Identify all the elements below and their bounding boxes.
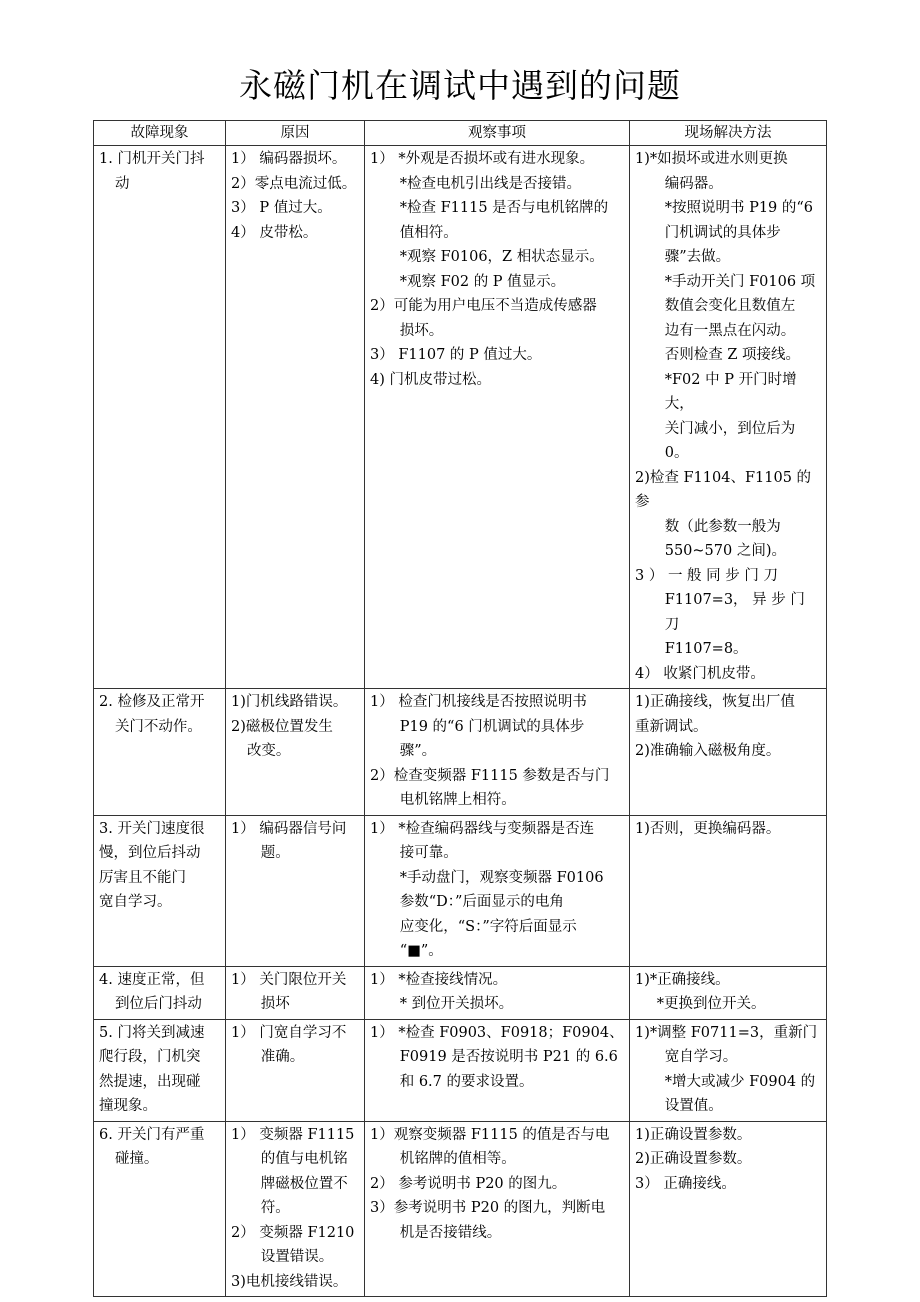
- cell-cause: [226, 815, 365, 966]
- cell-line: 值相符。: [399, 224, 458, 241]
- cell-line: 损坏。: [399, 322, 444, 339]
- table-row: [94, 689, 827, 816]
- header-symptom: 故障现象: [94, 121, 226, 146]
- cell-line: 然提速，出现碰: [99, 1073, 201, 1090]
- table-row: [94, 815, 827, 966]
- cell-line: 和 6.7 的要求设置。: [399, 1073, 534, 1090]
- cell-line: 3） P 值过大。: [231, 200, 332, 216]
- cell-line: 550~570 之间)。: [664, 543, 786, 559]
- cell-line: *手动开关门 F0106 项: [664, 273, 816, 290]
- cell-line: *更换到位开关。: [656, 996, 766, 1012]
- cell-line: 骤”。: [399, 743, 437, 759]
- cell-solution: [630, 1019, 827, 1121]
- cell-solution: [630, 815, 827, 966]
- cell-solution: [630, 966, 827, 1019]
- cell-line: 1)*调整 F0711=3，重新门: [635, 1024, 818, 1041]
- cell-line: 4. 速度正常，但: [99, 971, 205, 988]
- cell-line: 准确。: [260, 1049, 305, 1065]
- cell-line: 骤”去做。: [664, 249, 731, 265]
- cell-line: 2)正确设置参数。: [635, 1151, 752, 1167]
- cell-line: 数值会变化且数值左: [664, 298, 796, 314]
- cell-line: *观察 F02 的 P 值显示。: [399, 273, 566, 290]
- cell-line: 1)*如损坏或进水则更换: [635, 151, 788, 167]
- cell-line: 碰撞。: [114, 1151, 159, 1167]
- cell-line: 接可靠。: [399, 845, 458, 861]
- cell-observe: [365, 1019, 630, 1121]
- cell-line: P19 的“6 门机调试的具体步: [399, 718, 585, 735]
- cell-line: 损坏: [260, 996, 290, 1012]
- cell-line: 数（此参数一般为: [664, 518, 781, 535]
- cell-line: 的值与电机铭: [260, 1151, 348, 1167]
- cell-line: 1） 门宽自学习不: [231, 1024, 347, 1041]
- header-solution: 现场解决方法: [630, 121, 827, 146]
- cell-line: 2） 变频器 F1210: [231, 1224, 355, 1241]
- page-title: 永磁门机在调试中遇到的问题: [239, 66, 681, 105]
- cell-line: 符。: [260, 1200, 290, 1216]
- cell-line: *增大或减少 F0904 的: [664, 1073, 816, 1090]
- cell-line: F0919 是否按说明书 P21 的 6.6: [399, 1049, 618, 1065]
- table-row: [94, 1121, 827, 1297]
- cell-line: 关门减小，到位后为: [664, 420, 796, 437]
- table-header-row: [94, 121, 827, 146]
- cell-line: 4） 收紧门机皮带。: [635, 665, 765, 682]
- cell-line: 1） *检查接线情况。: [370, 971, 508, 988]
- cell-observe: [365, 966, 630, 1019]
- cell-line: *观察 F0106，Z 相状态显示。: [399, 249, 604, 265]
- cell-line: 1） 编码器损坏。: [231, 151, 347, 167]
- cell-line: 电机铭牌上相符。: [399, 792, 516, 808]
- cell-line: 6. 开关门有严重: [99, 1126, 205, 1143]
- cell-line: 牌磁极位置不: [260, 1175, 348, 1192]
- cell-line: * 到位开关损坏。: [399, 996, 514, 1012]
- cell-line: 1)*正确接线。: [635, 971, 730, 988]
- cell-line: 改变。: [246, 743, 291, 759]
- cell-solution: [630, 1121, 827, 1297]
- cell-line: 设置值。: [664, 1098, 723, 1114]
- cell-line: 1. 门机开关门抖: [99, 151, 205, 167]
- cell-line: 2. 检修及正常开: [99, 694, 205, 710]
- cell-line: 1） 变频器 F1115: [231, 1126, 355, 1143]
- cell-symptom: [94, 966, 226, 1019]
- cell-line: 动: [114, 175, 130, 192]
- cell-line: 撞现象。: [99, 1098, 157, 1114]
- cell-line: 厉害且不能门: [99, 869, 186, 886]
- cell-line: *检查电机引出线是否接错。: [399, 175, 581, 192]
- cell-line: 1)正确设置参数。: [635, 1126, 752, 1143]
- cell-line: 应变化，“S：”字符后面显示: [399, 918, 577, 935]
- cell-line: 1)门机线路错误。: [231, 694, 348, 710]
- cell-line: 3)电机接线错误。: [231, 1273, 348, 1290]
- cell-line: 3） F1107 的 P 值过大。: [370, 347, 542, 363]
- cell-solution: [630, 146, 827, 689]
- cell-line: 1） 关门限位开关: [231, 971, 347, 988]
- cell-line: 1） *检查 F0903、F0918；F0904、: [370, 1024, 624, 1041]
- cell-cause: [226, 1121, 365, 1297]
- cell-symptom: [94, 1121, 226, 1297]
- cell-line: 3）参考说明书 P20 的图九，判断电: [370, 1200, 606, 1216]
- table-row: [94, 146, 827, 689]
- cell-line: “■”。: [399, 943, 443, 959]
- cell-line: 1） 检查门机接线是否按照说明书: [370, 694, 587, 710]
- cell-line: 1） *外观是否损坏或有进水现象。: [370, 151, 595, 167]
- cell-line: F1107=8。: [664, 641, 748, 657]
- cell-line: 否则检查 Z 项接线。: [664, 347, 801, 363]
- cell-symptom: [94, 689, 226, 816]
- cell-line: 2)磁极位置发生: [231, 718, 333, 735]
- header-cause: 原因: [226, 121, 365, 146]
- cell-line: 1）观察变频器 F1115 的值是否与电: [370, 1126, 610, 1143]
- cell-line: 3） 正确接线。: [635, 1175, 736, 1192]
- fault-table-body: [94, 146, 827, 1297]
- cell-line: 5. 门将关到减速: [99, 1024, 205, 1041]
- cell-line: 宽自学习。: [664, 1049, 738, 1065]
- cell-line: 重新调试。: [635, 718, 708, 735]
- cell-cause: [226, 689, 365, 816]
- cell-line: 题。: [260, 845, 290, 861]
- cell-line: 3 ） 一 般 同 步 门 刀: [635, 567, 778, 584]
- cell-line: 到位后门抖动: [114, 996, 202, 1012]
- cell-line: 边有一黑点在闪动。: [664, 322, 796, 339]
- cell-line: 门机调试的具体步: [664, 224, 781, 241]
- cell-observe: [365, 689, 630, 816]
- cell-cause: [226, 146, 365, 689]
- cell-line: 4） 皮带松。: [231, 224, 318, 241]
- cell-line: 2）零点电流过低。: [231, 175, 357, 192]
- cell-solution: [630, 689, 827, 816]
- table-row: [94, 1019, 827, 1121]
- cell-line: 1)否则，更换编码器。: [635, 820, 781, 837]
- cell-symptom: [94, 146, 226, 689]
- cell-line: *按照说明书 P19 的“6: [664, 200, 814, 216]
- cell-line: *F02 中 P 开门时增大，: [664, 371, 797, 412]
- cell-line: 慢，到位后抖动: [99, 845, 201, 861]
- cell-line: 参数“D：”后面显示的电角: [399, 894, 564, 910]
- cell-line: 2）可能为用户电压不当造成传感器: [370, 298, 597, 314]
- cell-line: 0。: [664, 445, 689, 461]
- cell-line: 爬行段，门机突: [99, 1049, 201, 1065]
- cell-cause: [226, 966, 365, 1019]
- cell-line: 2）检查变频器 F1115 参数是否与门: [370, 767, 610, 784]
- cell-line: 关门不动作。: [114, 718, 202, 735]
- cell-line: 2)检查 F1104、F1105 的参: [635, 469, 812, 510]
- cell-line: 3. 开关门速度很: [99, 820, 205, 837]
- cell-line: 2） 参考说明书 P20 的图九。: [370, 1175, 567, 1192]
- fault-table: [93, 120, 827, 1297]
- cell-line: 1） 编码器信号问: [231, 820, 347, 837]
- cell-cause: [226, 1019, 365, 1121]
- cell-line: 1） *检查编码器线与变频器是否连: [370, 820, 595, 837]
- cell-line: 机铭牌的值相等。: [399, 1151, 516, 1167]
- table-row: [94, 966, 827, 1019]
- cell-symptom: [94, 1019, 226, 1121]
- cell-line: *手动盘门，观察变频器 F0106: [399, 869, 604, 886]
- cell-line: 设置错误。: [260, 1249, 334, 1265]
- cell-observe: [365, 1121, 630, 1297]
- cell-line: *检查 F1115 是否与电机铭牌的: [399, 200, 609, 216]
- cell-line: 2)准确输入磁极角度。: [635, 743, 781, 759]
- cell-line: 宽自学习。: [99, 894, 172, 910]
- cell-observe: [365, 815, 630, 966]
- cell-line: 4) 门机皮带过松。: [370, 371, 491, 388]
- cell-symptom: [94, 815, 226, 966]
- cell-observe: [365, 146, 630, 689]
- header-observe: 观察事项: [365, 121, 630, 146]
- cell-line: 机是否接错线。: [399, 1224, 502, 1241]
- cell-line: F1107=3， 异 步 门 刀: [664, 592, 805, 633]
- cell-line: 1)正确接线，恢复出厂值: [635, 694, 795, 710]
- cell-line: 编码器。: [664, 175, 723, 192]
